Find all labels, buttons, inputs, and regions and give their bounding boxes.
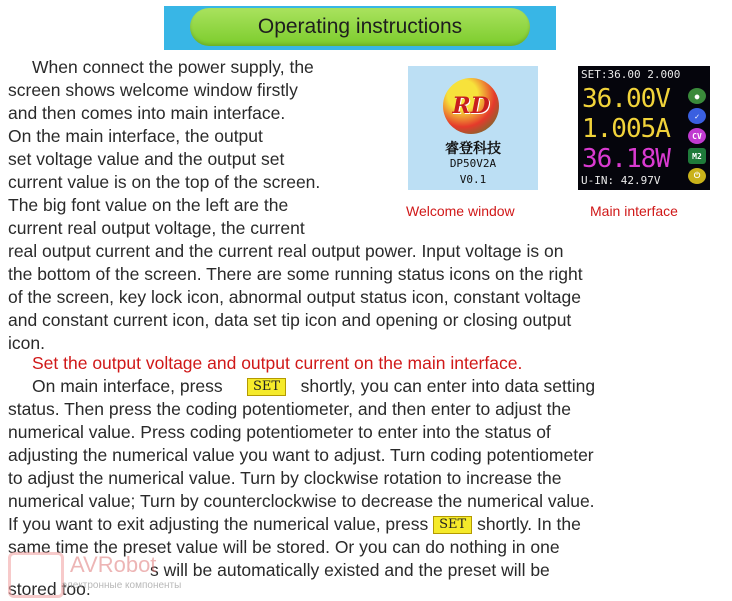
paragraph-line: status. Then press the coding potentiometer, and then enter to adjust the	[8, 399, 571, 419]
paragraph-line: On main interface, press SET shortly, you can enter into data setting	[32, 376, 596, 396]
m2-icon: M2	[688, 148, 706, 164]
main-interface-caption: Main interface	[590, 203, 678, 219]
welcome-window-image	[408, 66, 538, 190]
welcome-model: DP50V2A	[449, 157, 497, 170]
paragraph-line: set voltage value and the output set	[8, 149, 285, 169]
paragraph-line: numerical value; Turn by counterclockwise to decrease the numerical value.	[8, 491, 595, 511]
lock-icon: ●	[688, 88, 706, 104]
power-icon: ⏻	[688, 168, 706, 184]
paragraph-line: screen shows welcome window firstly	[8, 80, 298, 100]
set-key-icon: SET	[433, 516, 472, 534]
paragraph-line: stored too.	[8, 579, 91, 599]
current-readout: 1.005A	[582, 114, 670, 144]
paragraph-line: If you want to exit adjusting the numerical value, press SET shortly. In the	[8, 514, 581, 534]
check-icon: ✓	[688, 108, 706, 124]
input-voltage: U-IN: 42.97V	[581, 174, 661, 187]
paragraph-line: to adjust the numerical value. Turn by clockwise rotation to increase the	[8, 468, 562, 488]
welcome-brand: 睿登科技	[445, 140, 501, 156]
paragraph-line: and then comes into main interface.	[8, 103, 286, 123]
welcome-window-caption: Welcome window	[406, 203, 515, 219]
paragraph-line: real output current and the current real output power. Input voltage is on	[8, 241, 564, 261]
main-interface-image	[578, 66, 710, 190]
paragraph-line: icon.	[8, 333, 45, 353]
paragraph-line: current real output voltage, the current	[8, 218, 305, 238]
paragraph-line: s will be automatically existed and the preset will be	[150, 560, 550, 580]
paragraph-line: and constant current icon, data set tip icon and opening or closing output	[8, 310, 572, 330]
power-readout: 36.18W	[582, 144, 670, 174]
voltage-readout: 36.00V	[582, 84, 670, 114]
paragraph-line: same time the preset value will be stored. Or you can do nothing in one	[8, 537, 560, 557]
paragraph-line: the bottom of the screen. There are some running status icons on the right	[8, 264, 583, 284]
watermark-brand: AVRobot	[70, 552, 157, 577]
paragraph-line: On the main interface, the output	[8, 126, 263, 146]
welcome-version: V0.1	[459, 173, 487, 186]
cv-icon: CV	[688, 128, 706, 144]
paragraph-line: numerical value. Press coding potentiometer to enter into the status of	[8, 422, 551, 442]
set-key-icon: SET	[247, 378, 286, 396]
paragraph-line: of the screen, key lock icon, abnormal output status icon, constant voltage	[8, 287, 581, 307]
watermark-logo-icon	[8, 552, 64, 598]
paragraph-line: When connect the power supply, the	[32, 57, 314, 77]
rd-logo-icon: RD	[443, 78, 499, 134]
section-subheading: Set the output voltage and output current on the main interface.	[32, 353, 523, 373]
set-values: SET:36.00 2.000	[581, 68, 681, 81]
paragraph-line: The big font value on the left are the	[8, 195, 289, 215]
paragraph-line: current value is on the top of the screen.	[8, 172, 321, 192]
banner-title: Operating instructions	[190, 8, 530, 46]
paragraph-line: adjusting the numerical value you want to adjust. Turn coding potentiometer	[8, 445, 594, 465]
watermark-subtitle: электронные компоненты	[62, 580, 182, 591]
